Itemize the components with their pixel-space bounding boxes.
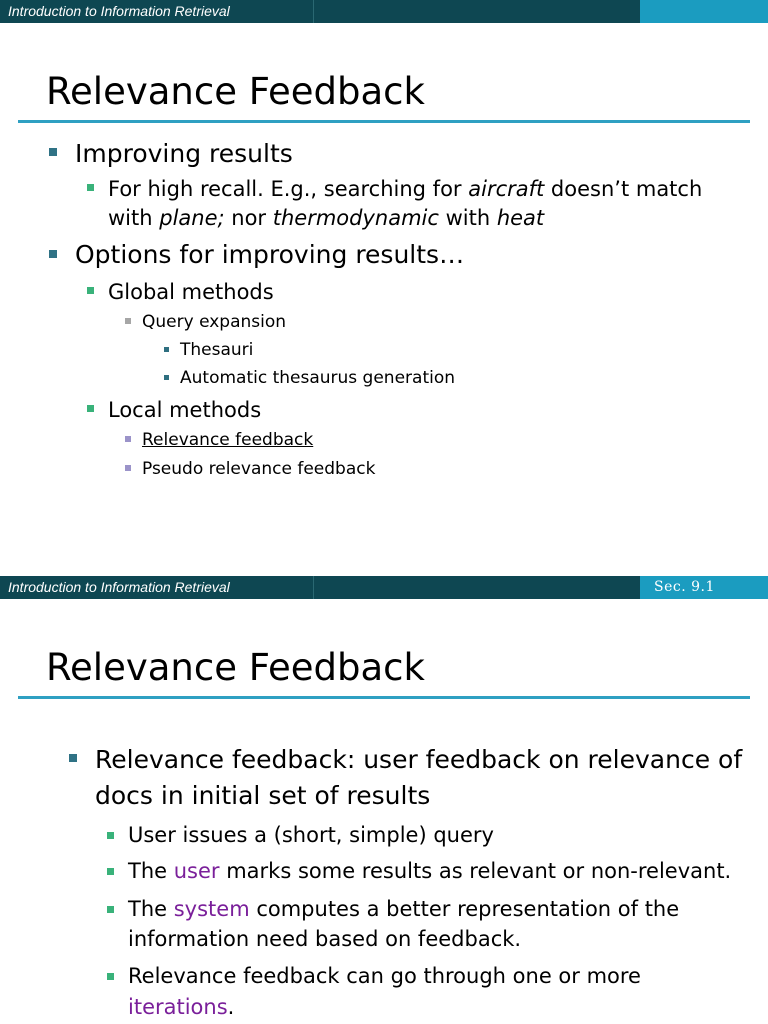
section-label: Sec. 9.1 (654, 579, 715, 595)
slide-title: Relevance Feedback (46, 70, 425, 113)
bullet-thesauri: Thesauri (180, 340, 254, 360)
bullet-square-icon (107, 832, 114, 839)
bullet-local-methods: Local methods (108, 398, 262, 422)
bullet-rf-definition-cont: docs in initial set of results (95, 781, 431, 810)
slide-title: Relevance Feedback (46, 646, 425, 689)
bullet-rf-definition: Relevance feedback: user feedback on relevance of (95, 745, 743, 774)
bullet-square-icon (87, 287, 94, 294)
bullet-square-icon (164, 347, 169, 352)
header-divider (313, 0, 314, 23)
bullet-square-icon (125, 436, 131, 442)
bullet-square-icon (125, 465, 131, 471)
bullet-square-icon (125, 318, 131, 324)
bullet-square-icon (87, 405, 94, 412)
header-accent (640, 0, 768, 23)
bullet-system-computes: The system computes a better representation of the (128, 897, 680, 921)
bullet-iterations-cont: iterations. (128, 995, 235, 1019)
bullet-square-icon (49, 250, 57, 258)
bullet-options: Options for improving results… (75, 240, 465, 269)
bullet-user-issues: User issues a (short, simple) query (128, 823, 494, 847)
course-title: Introduction to Information Retrieval (8, 579, 230, 595)
bullet-square-icon (107, 973, 114, 980)
bullet-square-icon (107, 868, 114, 875)
bullet-square-icon (164, 375, 169, 380)
link-relevance-feedback[interactable]: Relevance feedback (142, 430, 314, 450)
bullet-square-icon (69, 754, 77, 762)
title-rule (18, 120, 750, 123)
bullet-square-icon (87, 184, 94, 191)
bullet-high-recall-cont: with plane; nor thermodynamic with heat (108, 206, 545, 230)
slide-2 (0, 576, 768, 1024)
bullet-iterations: Relevance feedback can go through one or more (128, 964, 641, 988)
bullet-square-icon (49, 148, 57, 156)
bullet-global-methods: Global methods (108, 280, 274, 304)
bullet-pseudo-relevance: Pseudo relevance feedback (142, 459, 376, 479)
bullet-query-expansion: Query expansion (142, 312, 287, 332)
bullet-high-recall: For high recall. E.g., searching for aircraft doesn’t match (108, 177, 703, 201)
bullet-user-marks: The user marks some results as relevant or non-relevant. (128, 859, 732, 883)
title-rule (18, 696, 750, 699)
bullet-auto-thesaurus: Automatic thesaurus generation (180, 368, 456, 388)
bullet-square-icon (107, 906, 114, 913)
header-divider (313, 576, 314, 599)
slide-header (0, 576, 768, 599)
bullet-system-computes-cont: information need based on feedback. (128, 927, 522, 951)
slide-header (0, 0, 768, 23)
course-title: Introduction to Information Retrieval (8, 3, 230, 19)
bullet-improving: Improving results (75, 139, 293, 168)
